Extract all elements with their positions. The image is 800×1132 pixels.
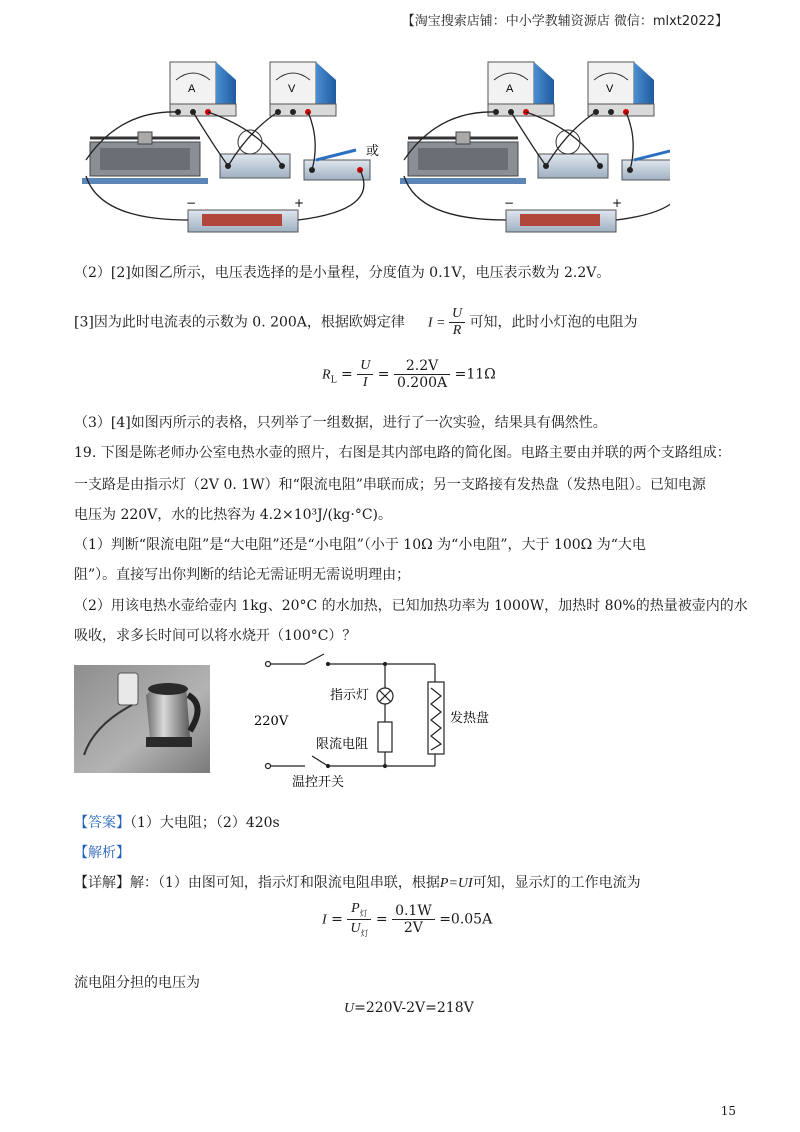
voltage-formula: U=220V-2V=218V (344, 1000, 474, 1016)
switch-label: 温控开关 (292, 775, 345, 790)
voltage-line: 流电阻分担的电压为 (74, 975, 200, 991)
page-number: 15 (720, 1104, 736, 1118)
ohm-law: I = (427, 315, 449, 331)
q19-line2: 一支路是由指示灯（2V 0. 1W）和“限流电阻”串联而成；另一支路接有发热盘（发热电阻）。已知电源 (74, 477, 706, 493)
current-formula: I = $\frac{P_灯}{U_灯}$ = $\frac{0.1W}{2V}$ =0.05A (322, 901, 493, 938)
voltmeter (270, 62, 336, 116)
lamp-label: 指示灯 (330, 688, 370, 703)
svg-text:A: A (506, 83, 514, 95)
answer-line: 【答案】（1）大电阻；（2）420s (74, 815, 280, 831)
battery-minus: − (186, 196, 197, 210)
circuit-set-left (82, 62, 370, 232)
resistance-formula: $R_L$ = $\frac{U}{I}$ = $\frac{2.2V}{0.200A}$ =11Ω (322, 358, 496, 391)
circuit-figure-top (60, 50, 670, 240)
source-label: 220V (254, 714, 289, 729)
part2-line1: （2）[2]如图乙所示，电压表选择的是小量程，分度值为 0.1V，电压表示数为 2.2V。 (74, 265, 611, 281)
q19-line3: 电压为 220V，水的比热容为 4.2×10³J/(kg·°C)。 (74, 507, 393, 523)
part2-line2: [3]因为此时电流表的示数为 0. 200A，根据欧姆定律 I = $\frac{U}{R}$ 可知，此时小灯泡的电阻为 (74, 306, 638, 338)
q19-line4: （1）判断“限流电阻”是“大电阻”还是“小电阻”（小于 10Ω 为“小电阻”，大于 100Ω 为“大电 (74, 537, 646, 553)
q19-line5: 阻”）。直接写出你判断的结论无需证明无需说明理由； (74, 567, 411, 583)
q19-line6: （2）用该电热水壶给壶内 1kg、20°C 的水加热，已知加热功率为 1000W，加热时 80%的热量被壶内的水 (74, 598, 748, 614)
battery-box (186, 196, 304, 232)
or-separator: 或 (366, 144, 380, 159)
svg-text:V: V (606, 83, 614, 95)
part3-line: （3）[4]如图丙所示的表格，只列举了一组数据，进行了一次实验，结果具有偶然性。 (74, 415, 607, 431)
circuit-set-right (400, 62, 670, 232)
q19-line1: 19. 下图是陈老师办公室电热水壶的照片，右图是其内部电路的简化图。电路主要由并联的两个支路组成： (74, 445, 731, 461)
ammeter (170, 62, 236, 116)
circuit-schematic (250, 650, 510, 790)
detail-tag: 【详解】 (74, 875, 130, 891)
svg-text:+: + (612, 196, 623, 210)
header-banner: 【淘宝搜索店铺：中小学教辅资源店 微信：mlxt2022】 (401, 14, 728, 29)
switch-base (304, 150, 370, 180)
svg-text:−: − (504, 196, 515, 210)
bulb-base (220, 130, 290, 178)
answer-tag: 【答案】 (74, 815, 130, 831)
voltmeter-label: V (288, 83, 296, 95)
battery-plus: + (294, 196, 305, 210)
analysis-tag: 【解析】 (74, 845, 130, 861)
rheostat (82, 132, 208, 184)
q19-line7: 吸收，求多长时间可以将水烧开（100°C）？ (74, 628, 357, 644)
heater-label: 发热盘 (450, 711, 490, 726)
ammeter-label: A (188, 83, 196, 95)
kettle-photo (74, 665, 210, 773)
detail-line: 【详解】解：（1）由图可知，指示灯和限流电阻串联，根据P=UI可知，显示灯的工作电流为 (74, 875, 641, 891)
resistor-label: 限流电阻 (316, 737, 369, 752)
analysis-line (74, 842, 130, 862)
